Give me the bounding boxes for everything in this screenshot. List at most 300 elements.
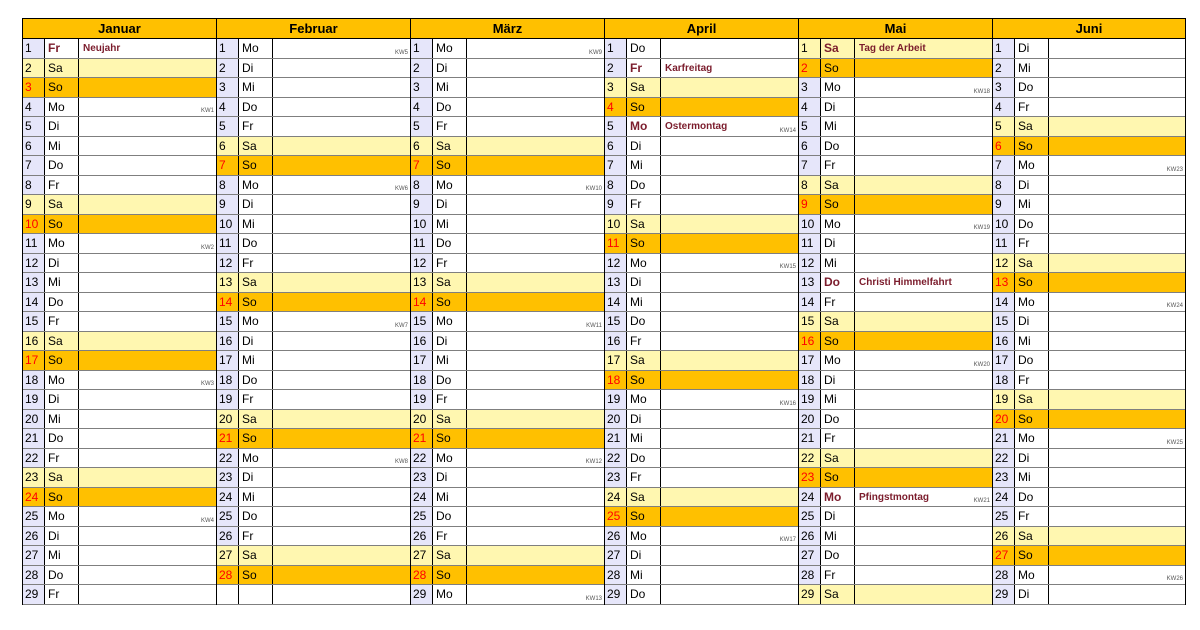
day-number: 9 bbox=[23, 195, 45, 214]
day-row bbox=[605, 488, 798, 508]
weekday-label: Do bbox=[433, 371, 467, 390]
week-number: KW7 bbox=[394, 322, 408, 329]
week-number: KW5 bbox=[394, 49, 408, 56]
day-row bbox=[411, 312, 604, 332]
day-number: 5 bbox=[23, 117, 45, 136]
day-number: 13 bbox=[605, 273, 627, 292]
note-cell bbox=[855, 176, 992, 195]
day-row bbox=[411, 156, 604, 176]
note-cell bbox=[661, 566, 798, 585]
note-cell bbox=[79, 254, 216, 273]
day-row bbox=[217, 527, 410, 547]
note-cell bbox=[661, 351, 798, 370]
day-row bbox=[605, 215, 798, 235]
note-cell bbox=[79, 488, 216, 507]
day-number: 6 bbox=[411, 137, 433, 156]
weekday-label: So bbox=[1015, 273, 1049, 292]
weekday-label: Mi bbox=[821, 117, 855, 136]
weekday-label: Mi bbox=[239, 488, 273, 507]
weekday-label: Do bbox=[627, 176, 661, 195]
day-number: 7 bbox=[799, 156, 821, 175]
day-number: 13 bbox=[217, 273, 239, 292]
note-cell bbox=[467, 390, 604, 409]
note-cell bbox=[467, 371, 604, 390]
day-number: 3 bbox=[993, 78, 1015, 97]
note-cell bbox=[273, 137, 410, 156]
day-row bbox=[411, 410, 604, 430]
day-row bbox=[799, 59, 992, 79]
day-number: 29 bbox=[605, 585, 627, 604]
weekday-label: Mi bbox=[433, 78, 467, 97]
day-row bbox=[217, 371, 410, 391]
day-number: 4 bbox=[23, 98, 45, 117]
note-cell bbox=[855, 98, 992, 117]
note-cell bbox=[467, 39, 604, 58]
day-row bbox=[993, 371, 1185, 391]
day-number: 12 bbox=[23, 254, 45, 273]
day-number: 22 bbox=[605, 449, 627, 468]
day-number: 4 bbox=[605, 98, 627, 117]
note-cell bbox=[855, 39, 992, 58]
weekday-label: Do bbox=[45, 429, 79, 448]
day-row bbox=[411, 488, 604, 508]
day-number: 10 bbox=[993, 215, 1015, 234]
weekday-label: Mo bbox=[45, 234, 79, 253]
note-cell bbox=[467, 273, 604, 292]
day-row bbox=[799, 449, 992, 469]
day-row bbox=[217, 390, 410, 410]
weekday-label: Mo bbox=[239, 176, 273, 195]
weekday-label: Fr bbox=[1015, 507, 1049, 526]
weekday-label: Do bbox=[627, 39, 661, 58]
day-row bbox=[23, 39, 216, 59]
weekday-label: Sa bbox=[45, 468, 79, 487]
day-number: 9 bbox=[217, 195, 239, 214]
day-row bbox=[605, 371, 798, 391]
note-cell bbox=[79, 215, 216, 234]
weekday-label: Sa bbox=[821, 312, 855, 331]
day-row bbox=[993, 585, 1185, 605]
weekday-label: Di bbox=[1015, 39, 1049, 58]
day-row bbox=[217, 449, 410, 469]
day-row bbox=[217, 195, 410, 215]
day-row bbox=[411, 98, 604, 118]
week-number: KW2 bbox=[200, 244, 214, 251]
day-number: 3 bbox=[799, 78, 821, 97]
weekday-label: So bbox=[45, 351, 79, 370]
day-row bbox=[217, 546, 410, 566]
note-cell bbox=[1049, 254, 1185, 273]
day-row bbox=[217, 59, 410, 79]
weekday-label: So bbox=[239, 429, 273, 448]
day-number: 22 bbox=[411, 449, 433, 468]
weekday-label: Di bbox=[1015, 585, 1049, 604]
day-row bbox=[993, 176, 1185, 196]
note-cell bbox=[1049, 78, 1185, 97]
day-number: 25 bbox=[411, 507, 433, 526]
weekday-label: Sa bbox=[1015, 527, 1049, 546]
weekday-label: Sa bbox=[45, 195, 79, 214]
weekday-label: Mo bbox=[627, 527, 661, 546]
holiday-label: Pfingstmontag bbox=[859, 491, 929, 503]
weekday-label: Mi bbox=[627, 293, 661, 312]
day-number: 15 bbox=[993, 312, 1015, 331]
day-number: 19 bbox=[993, 390, 1015, 409]
note-cell bbox=[79, 176, 216, 195]
day-row bbox=[993, 312, 1185, 332]
day-row bbox=[993, 546, 1185, 566]
day-row bbox=[993, 59, 1185, 79]
note-cell bbox=[273, 566, 410, 585]
weekday-label: Mo bbox=[1015, 293, 1049, 312]
day-row bbox=[993, 410, 1185, 430]
note-cell bbox=[273, 371, 410, 390]
month-header: Mai bbox=[799, 18, 992, 39]
note-cell bbox=[1049, 195, 1185, 214]
weekday-label: Do bbox=[821, 410, 855, 429]
day-row bbox=[411, 332, 604, 352]
day-number: 21 bbox=[411, 429, 433, 448]
holiday-label: Karfreitag bbox=[665, 62, 713, 74]
day-row bbox=[23, 488, 216, 508]
week-number: KW25 bbox=[1166, 439, 1183, 446]
day-row bbox=[217, 176, 410, 196]
day-row bbox=[605, 410, 798, 430]
weekday-label: So bbox=[1015, 546, 1049, 565]
note-cell bbox=[79, 585, 216, 604]
day-number: 16 bbox=[217, 332, 239, 351]
note-cell bbox=[273, 429, 410, 448]
holiday-label: Ostermontag bbox=[665, 121, 728, 132]
day-row bbox=[411, 585, 604, 605]
weekday-label: So bbox=[821, 332, 855, 351]
weekday-label: Mi bbox=[1015, 195, 1049, 214]
note-cell bbox=[79, 273, 216, 292]
weekday-label: So bbox=[433, 156, 467, 175]
note-cell bbox=[1049, 234, 1185, 253]
note-cell bbox=[855, 78, 992, 97]
day-number: 19 bbox=[605, 390, 627, 409]
day-number: 6 bbox=[799, 137, 821, 156]
note-cell bbox=[79, 59, 216, 78]
note-cell bbox=[467, 117, 604, 136]
week-number: KW3 bbox=[200, 381, 214, 387]
weekday-label: Fr bbox=[1015, 234, 1049, 253]
weekday-label: Fr bbox=[45, 176, 79, 195]
weekday-label: Fr bbox=[45, 312, 79, 331]
month-header: März bbox=[411, 18, 604, 39]
day-row bbox=[799, 585, 992, 605]
weekday-label: Do bbox=[627, 449, 661, 468]
day-row bbox=[411, 351, 604, 371]
week-number: KW19 bbox=[973, 225, 990, 231]
day-row bbox=[799, 78, 992, 98]
day-row bbox=[799, 546, 992, 566]
day-number: 15 bbox=[217, 312, 239, 331]
day-row bbox=[23, 546, 216, 566]
day-row bbox=[605, 468, 798, 488]
day-number: 17 bbox=[799, 351, 821, 370]
day-row bbox=[605, 39, 798, 59]
note-cell bbox=[467, 78, 604, 97]
day-number: 1 bbox=[217, 39, 239, 58]
day-number: 5 bbox=[799, 117, 821, 136]
note-cell bbox=[855, 273, 992, 292]
weekday-label: So bbox=[433, 293, 467, 312]
day-number: 17 bbox=[993, 351, 1015, 370]
note-cell bbox=[79, 293, 216, 312]
day-number: 27 bbox=[411, 546, 433, 565]
day-row bbox=[23, 371, 216, 391]
day-row bbox=[799, 429, 992, 449]
day-number: 8 bbox=[23, 176, 45, 195]
day-number: 14 bbox=[605, 293, 627, 312]
weekday-label: Do bbox=[433, 507, 467, 526]
weekday-label: Mi bbox=[239, 215, 273, 234]
day-row bbox=[993, 195, 1185, 215]
day-row bbox=[799, 117, 992, 137]
day-number: 8 bbox=[799, 176, 821, 195]
weekday-label: Do bbox=[1015, 215, 1049, 234]
weekday-label: Sa bbox=[433, 546, 467, 565]
day-number: 27 bbox=[993, 546, 1015, 565]
note-cell bbox=[855, 449, 992, 468]
note-cell bbox=[273, 156, 410, 175]
weekday-label: Sa bbox=[239, 137, 273, 156]
day-row bbox=[411, 546, 604, 566]
day-row bbox=[23, 527, 216, 547]
weekday-label: Mo bbox=[821, 488, 855, 507]
day-row bbox=[217, 332, 410, 352]
weekday-label: Fr bbox=[821, 566, 855, 585]
day-row bbox=[217, 234, 410, 254]
note-cell bbox=[855, 293, 992, 312]
day-number: 23 bbox=[217, 468, 239, 487]
holiday-label: Tag der Arbeit bbox=[859, 43, 926, 54]
note-cell bbox=[661, 527, 798, 546]
day-row bbox=[411, 254, 604, 274]
weekday-label: So bbox=[1015, 410, 1049, 429]
day-row bbox=[605, 78, 798, 98]
day-row bbox=[993, 273, 1185, 293]
weekday-label: Di bbox=[239, 195, 273, 214]
day-row bbox=[411, 390, 604, 410]
day-number: 20 bbox=[993, 410, 1015, 429]
day-number: 2 bbox=[605, 59, 627, 78]
day-number: 5 bbox=[605, 117, 627, 136]
day-row bbox=[217, 410, 410, 430]
note-cell bbox=[79, 332, 216, 351]
weekday-label: Mi bbox=[821, 390, 855, 409]
weekday-label: Mi bbox=[45, 137, 79, 156]
note-cell bbox=[1049, 429, 1185, 448]
note-cell bbox=[661, 410, 798, 429]
day-number: 26 bbox=[993, 527, 1015, 546]
weekday-label: Sa bbox=[45, 59, 79, 78]
day-number: 4 bbox=[217, 98, 239, 117]
week-number: KW15 bbox=[779, 264, 796, 270]
day-number: 9 bbox=[605, 195, 627, 214]
week-number: KW21 bbox=[973, 498, 990, 504]
day-number: 28 bbox=[411, 566, 433, 585]
weekday-label: Mi bbox=[821, 527, 855, 546]
day-row bbox=[23, 176, 216, 196]
weekday-label: Do bbox=[1015, 488, 1049, 507]
day-number: 28 bbox=[799, 566, 821, 585]
day-number: 23 bbox=[605, 468, 627, 487]
week-number: KW13 bbox=[585, 595, 602, 602]
note-cell bbox=[273, 585, 410, 604]
day-number: 20 bbox=[23, 410, 45, 429]
day-row bbox=[605, 117, 798, 137]
day-row bbox=[799, 468, 992, 488]
day-number: 26 bbox=[411, 527, 433, 546]
note-cell bbox=[79, 117, 216, 136]
day-number: 3 bbox=[217, 78, 239, 97]
day-number: 7 bbox=[993, 156, 1015, 175]
day-row bbox=[605, 234, 798, 254]
note-cell bbox=[1049, 527, 1185, 546]
day-number: 25 bbox=[993, 507, 1015, 526]
weekday-label: Di bbox=[45, 117, 79, 136]
day-number: 18 bbox=[605, 371, 627, 390]
calendar-grid bbox=[22, 18, 1186, 605]
weekday-label: Mi bbox=[1015, 468, 1049, 487]
weekday-label: Fr bbox=[433, 117, 467, 136]
day-row bbox=[411, 566, 604, 586]
weekday-label: Sa bbox=[1015, 390, 1049, 409]
note-cell bbox=[273, 546, 410, 565]
day-row bbox=[23, 195, 216, 215]
day-number: 24 bbox=[993, 488, 1015, 507]
day-number: 23 bbox=[993, 468, 1015, 487]
note-cell bbox=[273, 78, 410, 97]
day-number: 3 bbox=[411, 78, 433, 97]
weekday-label: Do bbox=[433, 98, 467, 117]
note-cell bbox=[273, 234, 410, 253]
note-cell bbox=[79, 449, 216, 468]
day-row bbox=[605, 429, 798, 449]
day-number: 28 bbox=[993, 566, 1015, 585]
day-row bbox=[23, 390, 216, 410]
note-cell bbox=[273, 488, 410, 507]
note-cell bbox=[1049, 546, 1185, 565]
weekday-label: Di bbox=[1015, 176, 1049, 195]
weekday-label: Mi bbox=[1015, 59, 1049, 78]
day-number: 1 bbox=[993, 39, 1015, 58]
note-cell bbox=[79, 312, 216, 331]
weekday-label: Do bbox=[45, 156, 79, 175]
note-cell bbox=[855, 351, 992, 370]
day-number: 16 bbox=[411, 332, 433, 351]
day-row bbox=[23, 117, 216, 137]
weekday-label: Di bbox=[821, 98, 855, 117]
note-cell bbox=[467, 137, 604, 156]
weekday-label: Mo bbox=[821, 351, 855, 370]
weekday-label: Mo bbox=[821, 78, 855, 97]
weekday-label: Sa bbox=[45, 332, 79, 351]
day-row bbox=[217, 254, 410, 274]
weekday-label: Mi bbox=[433, 488, 467, 507]
day-row bbox=[23, 566, 216, 586]
day-number: 1 bbox=[411, 39, 433, 58]
weekday-label: So bbox=[627, 371, 661, 390]
weekday-label: Mo bbox=[433, 585, 467, 604]
day-row bbox=[799, 273, 992, 293]
weekday-label: Di bbox=[45, 390, 79, 409]
note-cell bbox=[467, 59, 604, 78]
weekday-label: So bbox=[627, 507, 661, 526]
note-cell bbox=[273, 176, 410, 195]
note-cell bbox=[661, 78, 798, 97]
weekday-label: Fr bbox=[45, 39, 79, 58]
note-cell bbox=[273, 527, 410, 546]
day-number: 23 bbox=[23, 468, 45, 487]
note-cell bbox=[273, 117, 410, 136]
day-number: 2 bbox=[993, 59, 1015, 78]
note-cell bbox=[273, 98, 410, 117]
note-cell bbox=[855, 117, 992, 136]
day-row bbox=[217, 156, 410, 176]
weekday-label: Do bbox=[239, 507, 273, 526]
weekday-label: Sa bbox=[433, 137, 467, 156]
note-cell bbox=[855, 195, 992, 214]
day-number: 4 bbox=[993, 98, 1015, 117]
weekday-label: Mo bbox=[239, 312, 273, 331]
weekday-label: Do bbox=[433, 234, 467, 253]
weekday-label: Sa bbox=[239, 546, 273, 565]
note-cell bbox=[661, 293, 798, 312]
day-number: 25 bbox=[605, 507, 627, 526]
day-number: 24 bbox=[23, 488, 45, 507]
weekday-label: Di bbox=[1015, 312, 1049, 331]
weekday-label: Mi bbox=[45, 273, 79, 292]
week-number: KW14 bbox=[779, 127, 796, 134]
day-row bbox=[411, 215, 604, 235]
day-number: 28 bbox=[23, 566, 45, 585]
note-cell bbox=[855, 312, 992, 331]
day-row bbox=[605, 195, 798, 215]
day-row bbox=[993, 234, 1185, 254]
day-row bbox=[605, 156, 798, 176]
weekday-label: Fr bbox=[627, 195, 661, 214]
day-row bbox=[993, 78, 1185, 98]
day-row bbox=[411, 78, 604, 98]
note-cell bbox=[855, 59, 992, 78]
week-number: KW12 bbox=[585, 459, 602, 465]
day-row bbox=[217, 566, 410, 586]
note-cell bbox=[1049, 176, 1185, 195]
weekday-label: Di bbox=[821, 507, 855, 526]
day-number: 28 bbox=[217, 566, 239, 585]
note-cell bbox=[467, 254, 604, 273]
weekday-label: Di bbox=[433, 468, 467, 487]
week-number: KW8 bbox=[394, 459, 408, 465]
note-cell bbox=[273, 468, 410, 487]
day-number: 14 bbox=[217, 293, 239, 312]
day-number: 8 bbox=[605, 176, 627, 195]
day-number: 10 bbox=[799, 215, 821, 234]
day-row bbox=[799, 566, 992, 586]
day-number: 19 bbox=[799, 390, 821, 409]
day-number: 15 bbox=[605, 312, 627, 331]
month-header: Februar bbox=[217, 18, 410, 39]
day-row bbox=[23, 273, 216, 293]
weekday-label: Mo bbox=[433, 39, 467, 58]
day-row bbox=[23, 59, 216, 79]
week-number: KW9 bbox=[588, 49, 602, 56]
week-number: KW18 bbox=[973, 88, 990, 95]
